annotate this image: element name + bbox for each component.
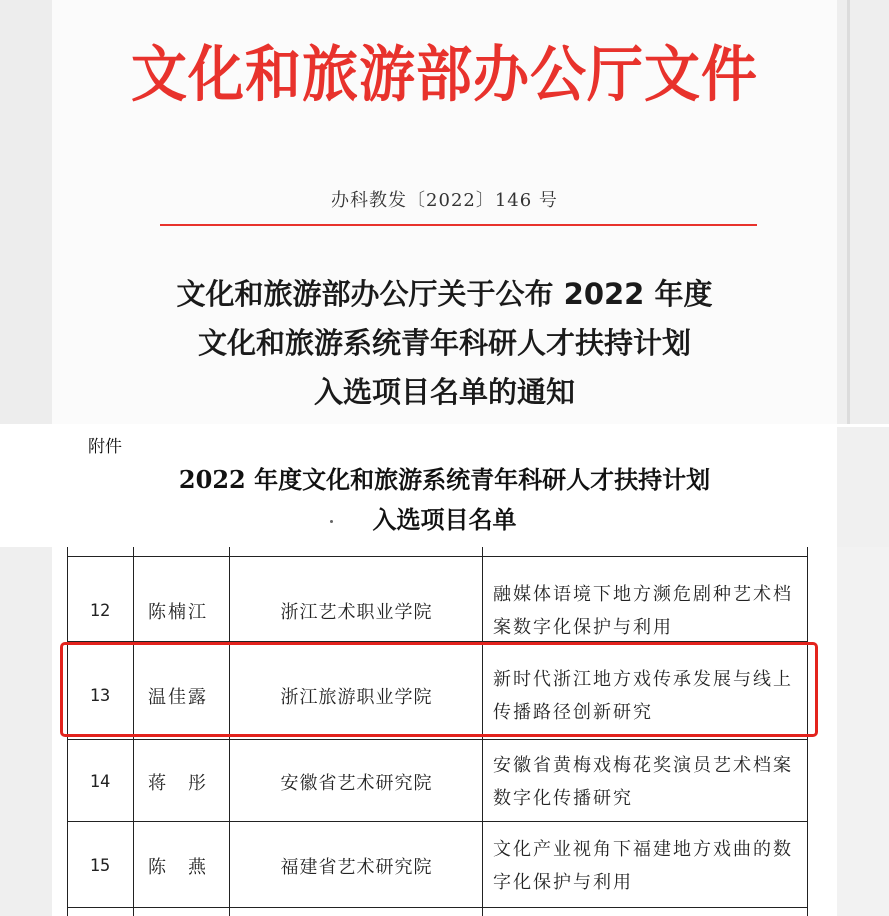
researcher-name: 温佳露 [148, 686, 208, 708]
table-border [67, 556, 808, 557]
row-number: 12 [89, 600, 111, 621]
institution: 浙江艺术职业学院 [280, 601, 433, 623]
table-row [67, 823, 808, 909]
table-row [67, 741, 808, 823]
issuing-organization-banner: 文化和旅游部办公厅文件 [131, 39, 758, 110]
notice-title [0, 270, 889, 417]
highlighted-row-box [60, 642, 818, 737]
researcher-name: 蒋 彤 [148, 773, 208, 794]
list-title-line: 入选项目名单 [372, 505, 517, 534]
project-title: 融媒体语境下地方濒危剧种艺术档案数字化保护与利用 [493, 583, 793, 638]
researcher-name: 陈楠江 [148, 601, 208, 623]
attachment-heading-panel [0, 427, 889, 547]
scan-speck [330, 520, 333, 523]
project-title: 文化产业视角下福建地方戏曲的数字化保护与利用 [493, 839, 793, 893]
list-title [0, 460, 889, 540]
page-edge-left [0, 547, 52, 916]
notice-title-line: 文化和旅游系统青年科研人才扶持计划 [197, 326, 691, 360]
row-number: 14 [89, 772, 111, 792]
project-title: 安徽省黄梅戏梅花奖演员艺术档案数字化传播研究 [493, 755, 793, 809]
researcher-name: 陈 燕 [148, 857, 208, 878]
row-number: 15 [89, 856, 111, 876]
institution: 安徽省艺术研究院 [280, 773, 433, 794]
document-number: 办科教发〔2022〕146 号 [331, 190, 558, 211]
document-header-panel [0, 0, 889, 424]
red-separator-line [160, 224, 757, 226]
list-title-line: 2022 年度文化和旅游系统青年科研人才扶持计划 [178, 465, 711, 494]
attachment-label: 附件 [88, 437, 122, 457]
notice-title-line: 文化和旅游部办公厅关于公布 2022 年度 [176, 277, 713, 311]
institution: 浙江旅游职业学院 [280, 686, 433, 708]
row-number: 13 [89, 685, 111, 706]
project-title: 新时代浙江地方戏传承发展与线上传播路径创新研究 [493, 668, 793, 723]
notice-title-line: 入选项目名单的通知 [313, 375, 575, 409]
institution: 福建省艺术研究院 [280, 857, 433, 878]
page-edge-right [837, 547, 889, 916]
